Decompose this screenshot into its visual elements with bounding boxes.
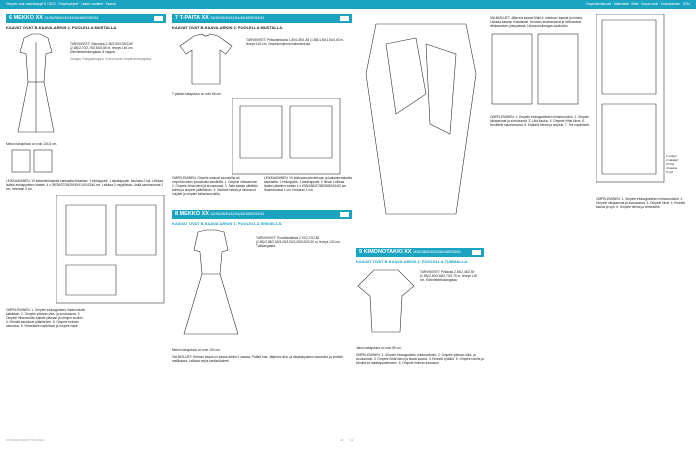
page-number-right: 11: [350, 438, 354, 442]
tarvikkeet: TARVIKKEET: Pellavaa 2,45/2,45/2,50 (2,55)/2,60/2,65/2,70/2,75 m, leveys 140 cm. Kiinnitetarttokangasta.: [420, 270, 478, 282]
note: Jakun takapituus on noin 55 cm.: [356, 346, 402, 350]
section-far-right: [596, 14, 690, 209]
section-kimono-9: [356, 14, 484, 234]
cutting-layout: [56, 195, 166, 305]
kicker: KAAVAT OVAT B-KAAVA-ARKIN 2. PUOLELLA MUSTALLA.: [172, 25, 284, 30]
header-left: Ompele oma vaatekaappi! 6 / 2024 · Ompeluohjeet · Lasten vaatteet · Kaavat: [6, 2, 116, 6]
tarvikkeet: TARVIKKEET: Pellavatrikoota 1,55/1,55/1,55 (1,55)/1,60/1,60/1,60 m, leveys 140 cm. Ompeluohjeena kaksoisneula.: [246, 38, 345, 46]
pattern-pieces: [490, 32, 580, 112]
ompelu-1: OMPELEMINEN: 1. Ompele etukappaleen rintamuotoilu kaksittain. 2. Ompele yläosan olka- ja sivusaumat. 3. Ompele hihansuiden kaitale yläosan ja hihojen suuihin. 4. Kiinnitä kaulukset pääntiehen. 5. Ompele helman saumaus. 6. Viimeistele napinlävet ja ompele napit.: [6, 308, 86, 328]
footer-left: KOTILIESI KÄSITYÖ 6/2024: [6, 438, 45, 442]
flat-drawing: [6, 146, 56, 176]
leikkaaminen: LEIKKAAMINEN: Yli kaksinkertaiselta kankaalta leikataan: 1 etukappale, 1 takakappale, kaulusta 2 kpl. Leikkaa lisäksi etukappaleen kaitale, 4 x 35/36/37/38/39/40/41/42/43/44 cm. Leikkaa 2 nappilistaa. Lisää saumanvarat 1 cm, helmaan 3 cm.: [6, 179, 164, 191]
text: OMPELEMINEN: 1. Ompele etukappaleiden rintamuotoilut. 2. Ompele olkasaumat ja sivusaumat. 3. Ompele hihat. 4. Kiinnitä kaulus ja vyö. 5. Ompele helma ja viimeistele.: [596, 197, 685, 209]
section-header: 6 MEKKO XX 34/36/38/40/42/44/46/48/50/52/54: [6, 14, 166, 23]
ompelu: OMPELEMINEN: 1. Ompele etukappaleiden rintamuotoilut. 2. Ompele olkasaumat ja sivusaumat. 3. Liitä kaulus. 4. Ompele hihat kiinni. 5. Huolittele saumanvarat. 6. Käännä helma ja ompele. 7. Tee napinlävet.: [490, 115, 590, 127]
kicker: KAAVAT OVAT B-KAAVA-ARKIN 2. PUOLELLA TUMMALLA.: [356, 259, 469, 264]
leikkaaminen: LEIKKAAMINEN: Yli leikkaussuunnitelman ja kaksinkertaiselta kankaalta: 1 etukappale, 1 takakappale, 2 hihaa. Leikkaa lisäksi pääntien kaitale 4 x 53/54/56/57/58/59/60/61/62 cm. Saumanvarat 1 cm, helmaan 2 cm.: [264, 176, 352, 192]
text: OMPELEMINEN: 1. Ompele etukappaleen rintamuotoilut. 2. Ompele yläosan olka- ja sivusaumat. 3. Ompele hihat kiinni ja tasaa sauma. 4. Kiinnitä vyötärö. 5. Ompele nauha ja kiinnitä se takakappaleeseen. 6. Ompele helman saumaus.: [356, 353, 484, 365]
section-mekko-8: [172, 210, 352, 363]
dress-illustration: [6, 32, 66, 137]
kimono-cutting-layout: [596, 14, 666, 184]
kicker: KAAVAT OVAT B-KAAVA-ARKIN 1. PUOLELLA SINISELLÄ.: [172, 221, 283, 226]
pattern-sheet: [356, 14, 484, 234]
tarvikkeet: TARVIKKEET: Viskoosia 2,45/2,50/2,55/2,60 (2,65)/2,70/2,75/2,80/2,85 m, leveys 140 cm. Kiinnitetarttokangasta. 8 nappia.: [70, 42, 134, 54]
kankaat: Kangas: Kangaskauppa. Kuvan tuote ompelukonepajasta.: [70, 57, 153, 61]
page-number-left: 10: [340, 438, 344, 442]
note: Mekon takapituus on noin 100 cm.: [172, 348, 221, 352]
dress-illustration: [176, 228, 246, 338]
section-header: 7 T-PAITA XX 34/36/38/40/42/44/46/48/50/52/54: [172, 14, 352, 23]
section-tpaita-7: [172, 14, 352, 196]
cutting-layout: [232, 98, 342, 178]
section-header: 8 MEKKO XX 34/36/38/40/42/44/46/48/50/52/54: [172, 210, 352, 219]
section-header: 9 KIMONOTAKKI XX 34/36/38/40/42/44/46/48/50/52/54: [356, 248, 484, 257]
kimono-illustration: [356, 266, 416, 336]
note: T-paidan takapituus on noin 66 cm.: [172, 92, 222, 96]
section-kimono-9-body: [356, 248, 484, 365]
kicker: KAAVAT OVAT B-KAAVA-ARKIN 2. PUOLELLA MUSTALLA.: [6, 25, 118, 30]
ompelu: OMPELEMINEN: Ompele saumat saumurilla tai ompelukoneen joustavalla tasotikillä. 1. Ompele olkasaumat. 2. Ompele hihat kiinni ja sivusaumat. 3. Taita kaitale pitkittäin kahtia ja ompele pääntiehen. 4. Käännä helma ja hihansuut nurjalle ja ompele kaksoisneulalla.: [172, 176, 258, 196]
tshirt-illustration: [176, 32, 236, 87]
section-mekko-6: [6, 14, 166, 328]
note: Mekon takapituus on noin 104,5 cm.: [6, 142, 58, 146]
legend: 1 etukpl 2 takakpl 3 hiha 4 kaulus 5 vyö: [666, 154, 679, 174]
tarvikkeet: TARVIKKEET: Puuvillasatiinia 2,70/2,70/2,80 (2,80)/2,85/2,90/3,00/3,00/3,05/3,05/3,20 m, leveys 140 cm. Tukikangasta.: [256, 236, 341, 248]
valmis: VALMISLUET: Helman kaava on kaava-arkilla 3 osassa. Pidätä mat. Jäljennä olka- ja takakappaleen kaavioiksi ja yhdistä mallikaava. Leikkaa myös kantisuikaleet.: [172, 355, 343, 363]
valmis: VALMISLUET: Jäljennä kaavat Malli 4: mekkoon kaavat ja mitoita. Leikkaa kaavan mukaisesti. Huomioi saumanvarat ja helmavarat leikkaamisen yhteydessä. Liimaa tukikangas kauluksiin.: [490, 16, 583, 28]
top-bar: [0, 0, 696, 9]
section-right-text: [490, 14, 590, 127]
header-right: Ompelukonekoulu · Materiaalit · Mitat · Kaava-arkki · Kokotaulukko · 2024: [585, 2, 690, 6]
